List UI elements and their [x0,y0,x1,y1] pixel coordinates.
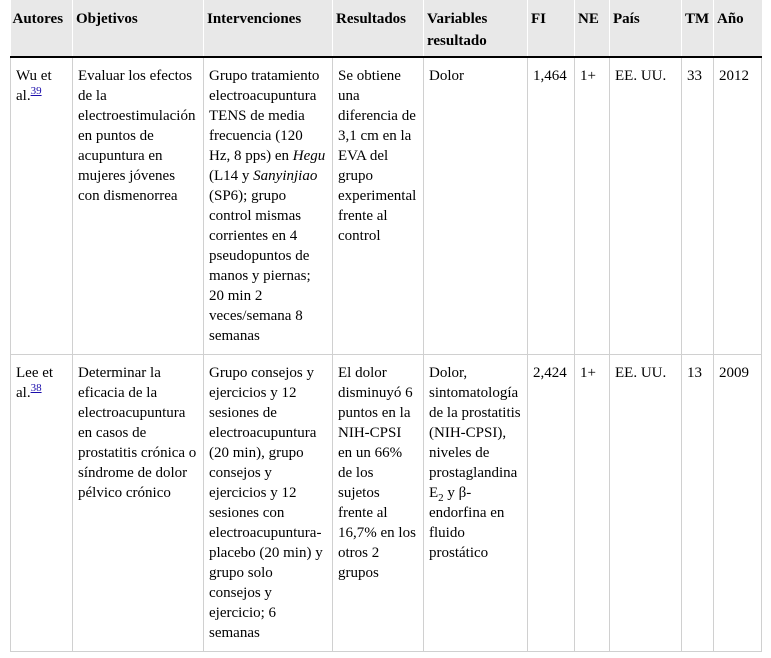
header-variables-resultado: Variables resultado [424,0,528,57]
variables-text: y β-endorfina en fluido prostático [429,485,505,561]
cell-autor [11,355,73,652]
cell-resultados: El dolor disminuyó 6 puntos en la NIH-CPSI en un 66% de los sujetos frente al 16,7% en los otros 2 grupos [333,355,424,652]
variables-text: Dolor, sintomatología de la prostatitis (NIH-CPSI), niveles de prostaglandina E [429,365,521,501]
reference-link[interactable]: 39 [30,85,42,97]
cell-tm: 13 [682,355,714,652]
header-resultados: Resultados [333,0,424,57]
intervention-text: Grupo tratamiento electroacupuntura TENS de media frecuencia (120 Hz, 8 pps) en [209,68,320,164]
cell-objetivos: Evaluar los efectos de la electroestimulación en puntos de acupuntura en mujeres jóvenes con dismenorrea [73,57,204,355]
intervention-point-name: Hegu [292,148,326,164]
intervention-point-name: Sanyinjiao [253,168,318,184]
header-row [11,0,762,57]
cell-resultados: Se obtiene una diferencia de 3,1 cm en la EVA del grupo experimental frente al control [333,57,424,355]
cell-pais: EE. UU. [610,57,682,355]
header-tm: TM [682,0,714,57]
cell-tm: 33 [682,57,714,355]
cell-intervenciones [204,57,333,355]
header-ne: NE [575,0,610,57]
header-autores: Autores [11,0,73,57]
cell-intervenciones: Grupo consejos y ejercicios y 12 sesiones de electroacupuntura (20 min), grupo consejos y ejercicios y 12 sesiones con electroacupuntura-placebo (20 min) y grupo solo consejos y ejercicio; 6 semanas [204,355,333,652]
cell-ne: 1+ [575,355,610,652]
cell-autor [11,57,73,355]
cell-variables: Dolor [424,57,528,355]
cell-fi: 2,424 [528,355,575,652]
header-pais: País [610,0,682,57]
author-name: Lee et al. [16,365,54,401]
table-row [11,355,762,652]
studies-table [10,0,762,652]
header-intervenciones: Intervenciones [204,0,333,57]
intervention-text: (L14 y [209,168,254,184]
cell-objetivos: Determinar la eficacia de la electroacupuntura en casos de prostatitis crónica o síndrome de dolor pélvico crónico [73,355,204,652]
intervention-text: (SP6); grupo control mismas corrientes en 4 pseudopuntos de manos y piernas; 20 min 2 veces/semana 8 semanas [209,188,311,344]
header-objetivos: Objetivos [73,0,204,57]
header-anio: Año [714,0,762,57]
header-fi: FI [528,0,575,57]
subscript: 2 [438,492,444,504]
cell-anio: 2009 [714,355,762,652]
cell-ne: 1+ [575,57,610,355]
cell-pais: EE. UU. [610,355,682,652]
cell-anio: 2012 [714,57,762,355]
author-name: Wu et al. [16,68,52,104]
reference-link[interactable]: 38 [30,382,42,394]
table-row [11,57,762,355]
cell-fi: 1,464 [528,57,575,355]
cell-variables [424,355,528,652]
